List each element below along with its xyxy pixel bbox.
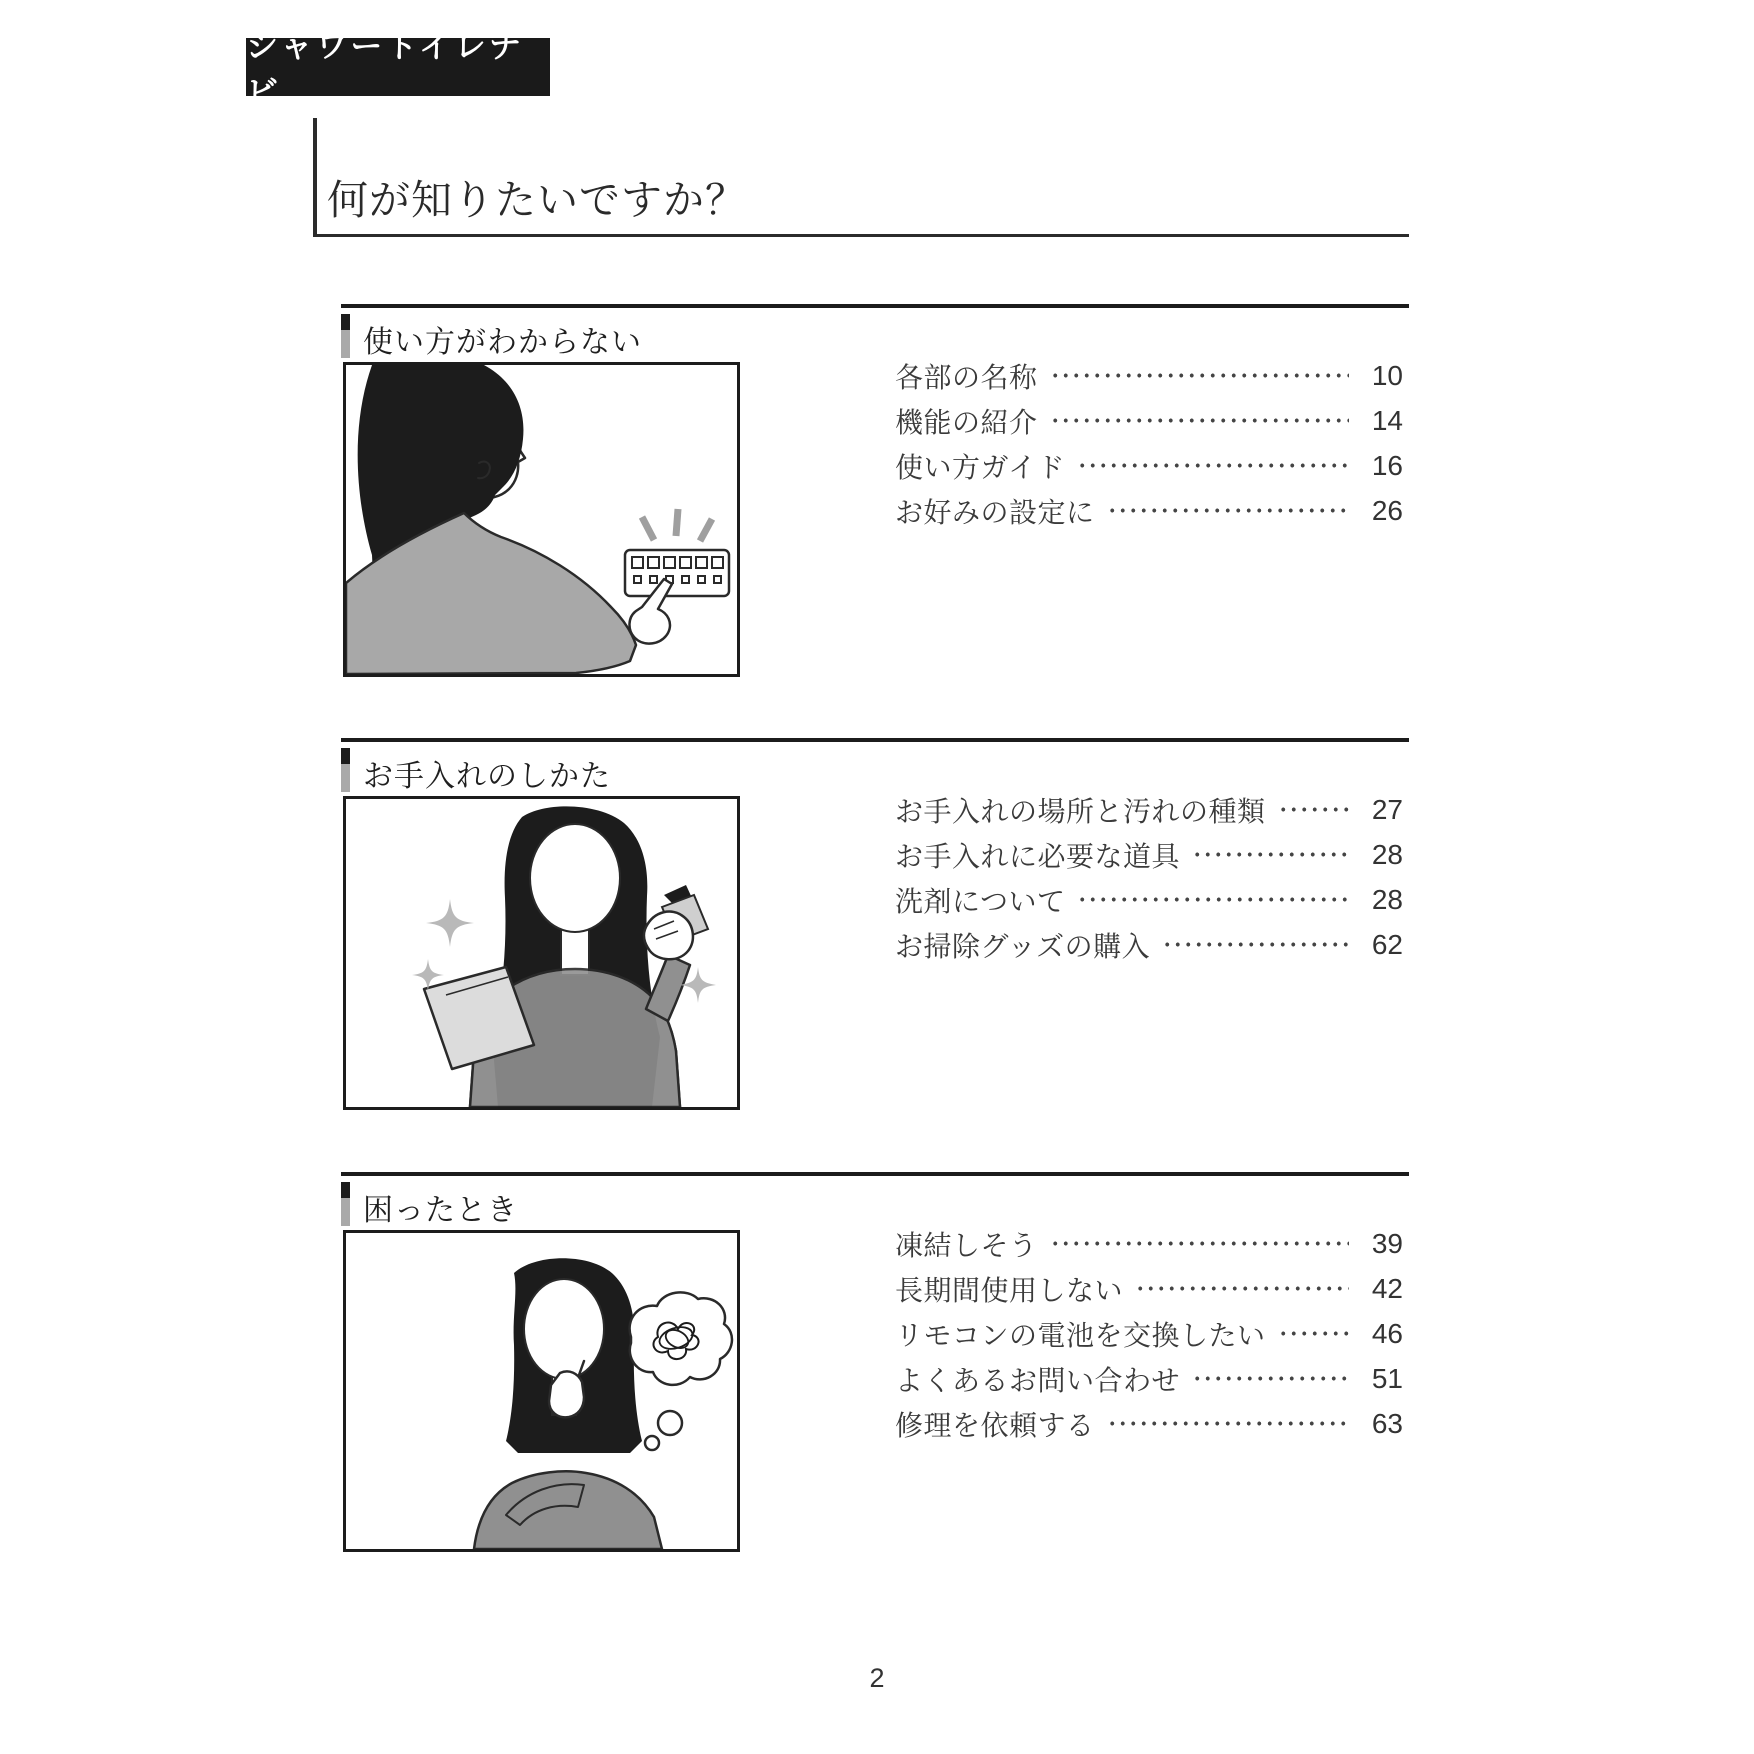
illustration-trouble: [343, 1230, 740, 1552]
toc-item-label: 機能の紹介: [895, 406, 1038, 438]
toc-dot-leader: [1192, 1356, 1349, 1401]
toc-item-label: お手入れに必要な道具: [895, 840, 1181, 872]
toc-item: [895, 1401, 1403, 1446]
toc-item-label: 洗剤について: [895, 885, 1066, 917]
toc-page-number: 63: [1371, 1407, 1403, 1439]
toc-dot-leader: [1192, 832, 1349, 877]
page-number: 2: [869, 1663, 885, 1693]
section-trouble: [341, 1172, 1409, 1441]
woman-figure: [474, 1258, 662, 1549]
toc-item-label: お掃除グッズの購入: [895, 930, 1151, 962]
toc-item-label: 使い方ガイド: [895, 451, 1066, 483]
section-body: [341, 793, 1409, 1110]
toc-dot-leader: [1278, 1311, 1349, 1356]
toc-item: [895, 922, 1403, 967]
woman-cleaning-illustration: [346, 799, 737, 1107]
toc-page-number: 26: [1371, 494, 1403, 526]
section-heading-row: [341, 748, 1409, 792]
toc-item: [895, 443, 1403, 488]
section-body: [341, 359, 1409, 677]
toc-dot-leader: [1107, 1401, 1349, 1446]
section-body: [341, 1227, 1409, 1552]
toc-item: [895, 1356, 1403, 1401]
toc-item-label: 各部の名称: [895, 361, 1038, 393]
page-title-block: [313, 118, 1409, 237]
thought-bubble: [630, 1292, 732, 1450]
toc-item-label: 長期間使用しない: [895, 1274, 1124, 1306]
woman-figure: [346, 365, 636, 674]
heading-marker-bar: [341, 314, 350, 358]
toc-item: [895, 832, 1403, 877]
section-heading-row: [341, 1182, 1409, 1226]
toc-page-number: 10: [1371, 359, 1403, 391]
toc-item: [895, 353, 1403, 398]
section-heading: 使い方がわからない: [363, 326, 642, 359]
toc-item-label: よくあるお問い合わせ: [895, 1364, 1181, 1396]
toc-item-label: 修理を依頼する: [895, 1409, 1095, 1441]
toc-item: [895, 877, 1403, 922]
toc-dot-leader: [1278, 787, 1349, 832]
heading-marker-bar: [341, 1182, 350, 1226]
heading-marker-bar: [341, 748, 350, 792]
toc-list: [895, 787, 1409, 967]
toc-page-number: 16: [1371, 449, 1403, 481]
toc-dot-leader: [1050, 398, 1349, 443]
toc-item: [895, 398, 1403, 443]
section-heading: 困ったとき: [363, 1194, 518, 1227]
toc-page-number: 27: [1371, 793, 1403, 825]
toc-page-number: 42: [1371, 1272, 1403, 1304]
emphasis-marks-icon: [642, 509, 712, 541]
section-maintenance: [341, 738, 1409, 962]
toc-item: [895, 1311, 1403, 1356]
toc-item: [895, 787, 1403, 832]
remote-control: [625, 550, 729, 596]
toc-page-number: 51: [1371, 1362, 1403, 1394]
spray-bottle: [644, 885, 708, 959]
toc-item: [895, 1266, 1403, 1311]
toc-list: [895, 1221, 1409, 1446]
toc-page-number: 46: [1371, 1317, 1403, 1349]
woman-pointing-at-remote-illustration: [346, 365, 737, 674]
section-usage: [341, 304, 1409, 528]
toc-dot-leader: [1050, 1221, 1349, 1266]
toc-item-label: お好みの設定に: [895, 496, 1095, 528]
toc-dot-leader: [1077, 443, 1349, 488]
banner-label: シャワートイレナビ: [246, 28, 524, 110]
toc-dot-leader: [1135, 1266, 1349, 1311]
toc-dot-leader: [1077, 877, 1349, 922]
toc-dot-leader: [1162, 922, 1349, 967]
toc-page-number: 14: [1371, 404, 1403, 436]
section-heading: お手入れのしかた: [363, 760, 611, 793]
toc-page-number: 28: [1371, 838, 1403, 870]
toc-dot-leader: [1050, 353, 1349, 398]
illustration-usage: [343, 362, 740, 677]
toc-item: [895, 1221, 1403, 1266]
toc-page-number: 39: [1371, 1227, 1403, 1259]
toc-item: [895, 488, 1403, 533]
toc-item-label: 凍結しそう: [895, 1229, 1038, 1261]
toc-item-label: リモコンの電池を交換したい: [895, 1319, 1266, 1351]
toc-dot-leader: [1107, 488, 1349, 533]
banner: [246, 28, 550, 110]
woman-thinking-illustration: [346, 1233, 737, 1549]
toc-list: [895, 353, 1409, 533]
toc-page-number: 28: [1371, 883, 1403, 915]
toc-page-number: 62: [1371, 928, 1403, 960]
toc-item-label: お手入れの場所と汚れの種類: [895, 795, 1266, 827]
illustration-maintenance: [343, 796, 740, 1110]
page-title: 何が知りたいですか？: [327, 177, 747, 223]
section-heading-row: [341, 314, 1409, 358]
